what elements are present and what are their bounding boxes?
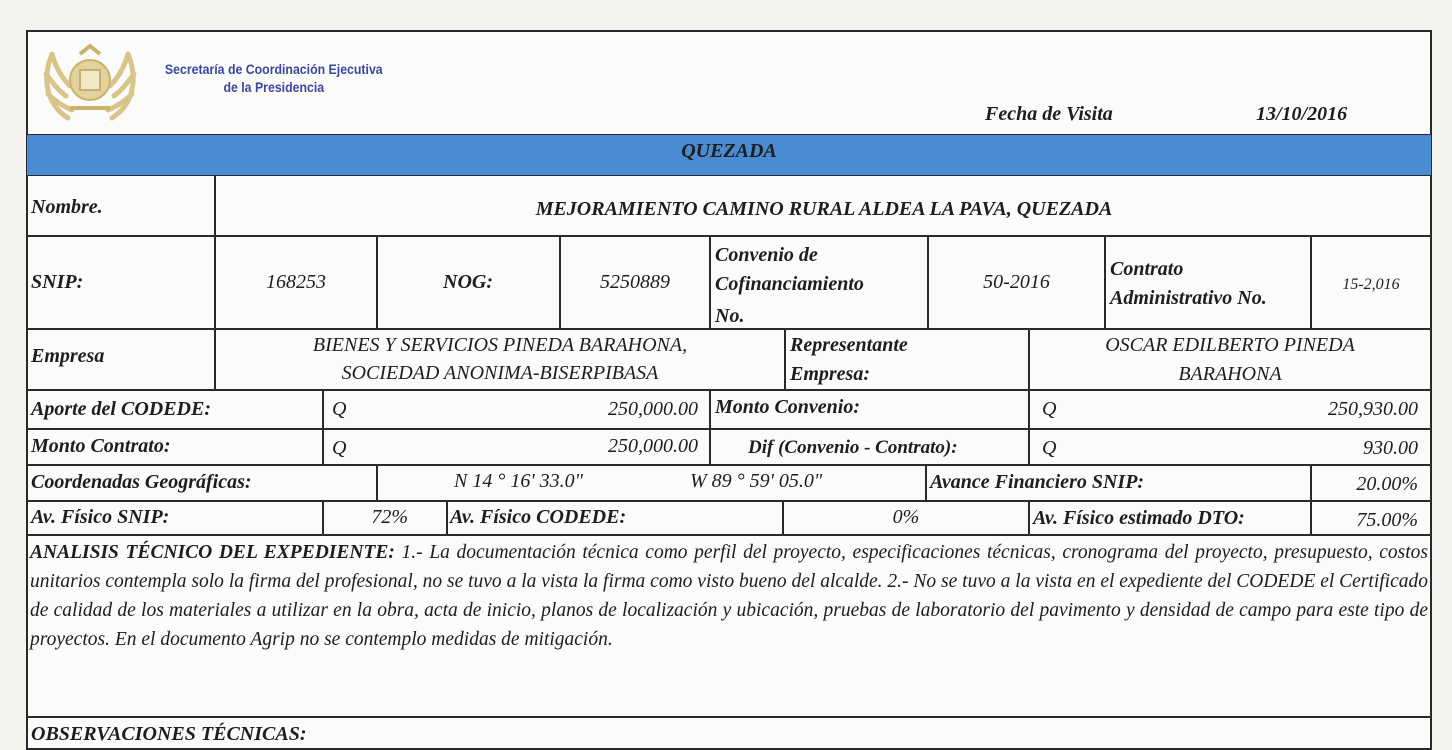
monto-convenio-currency: Q [1042, 398, 1057, 420]
col-divider [1104, 236, 1106, 329]
contrato-label-line2: Administrativo No. [1110, 287, 1267, 309]
municipio-title: QUEZADA [681, 140, 777, 162]
row-divider [27, 716, 1431, 718]
col-divider [376, 465, 378, 501]
coordenadas-label: Coordenadas Geográficas: [31, 471, 252, 493]
col-divider [322, 390, 324, 465]
dif-currency: Q [1042, 437, 1057, 459]
nombre-value: MEJORAMIENTO CAMINO RURAL ALDEA LA PAVA, QUEZADA [535, 198, 1113, 220]
org-line-1: Secretaría de Coordinación Ejecutiva [164, 61, 383, 77]
monto-convenio-value: 250,930.00 [1328, 398, 1418, 420]
monto-contrato-currency: Q [332, 437, 347, 459]
av-fisico-codede-label: Av. Físico CODEDE: [450, 506, 627, 528]
empresa-value-line2: SOCIEDAD ANONIMA-BISERPIBASA [341, 362, 659, 384]
col-divider [709, 390, 711, 465]
monto-contrato-value: 250,000.00 [608, 435, 698, 457]
row-divider [27, 500, 1431, 502]
row-divider [27, 534, 1431, 536]
convenio-label-line2: Cofinanciamiento [715, 273, 864, 295]
av-fisico-snip-label: Av. Físico SNIP: [31, 506, 170, 528]
av-fisico-dto-label: Av. Físico estimado DTO: [1033, 507, 1245, 529]
col-divider [925, 465, 927, 501]
representante-value-line1: OSCAR EDILBERTO PINEDA [1105, 334, 1355, 356]
coordenada-oeste: W 89 ° 59' 05.0" [690, 470, 823, 492]
col-divider [446, 501, 448, 535]
av-fisico-snip-value: 72% [371, 506, 408, 528]
analisis-tecnico-heading: ANALISIS TÉCNICO DEL EXPEDIENTE: [30, 542, 395, 563]
empresa-value-line1: BIENES Y SERVICIOS PINEDA BARAHONA, [312, 334, 688, 356]
convenio-label-line1: Convenio de [715, 244, 818, 266]
row-divider [27, 389, 1431, 391]
representante-value-line2: BARAHONA [1178, 363, 1282, 385]
avance-financiero-label: Avance Financiero SNIP: [930, 471, 1145, 493]
av-fisico-dto-value: 75.00% [1356, 509, 1418, 531]
convenio-value: 50-2016 [983, 271, 1050, 293]
contrato-label-line1: Contrato [1110, 258, 1184, 280]
representante-label-line1: Representante [790, 334, 908, 356]
col-divider [1028, 390, 1030, 465]
snip-label: SNIP: [31, 271, 84, 293]
col-divider [1028, 501, 1030, 535]
aporte-currency: Q [332, 398, 347, 420]
municipio-banner [27, 134, 1431, 176]
nog-label: NOG: [443, 271, 493, 293]
row-divider [27, 464, 1431, 466]
col-divider [784, 329, 786, 390]
convenio-label-line3: No. [715, 305, 745, 327]
monto-convenio-label: Monto Convenio: [715, 396, 861, 418]
aporte-codede-value: 250,000.00 [608, 398, 698, 420]
col-divider [214, 176, 216, 329]
fecha-visita-value: 13/10/2016 [1256, 103, 1348, 125]
snip-value: 168253 [266, 271, 326, 293]
row-divider [27, 328, 1431, 330]
organization-name [155, 60, 393, 96]
avance-financiero-value: 20.00% [1356, 473, 1418, 495]
analisis-tecnico-text: 1.- La documentación técnica como perfil del proyecto, especificaciones técnicas, cronograma del proyecto, presupuesto, costos unitarios contempla solo la firma del profesional, no se tuvo a la vista la firma como visto bueno del alcalde. 2.- No se tuvo a la vista en el expediente del CODEDE el Certificado de calidad de los materiales a utilizar en la obra, acta de inicio, planos de localización y ubicación, pruebas de laboratorio del pavimento y densidad de campo para este tipo de proyectos. En el documento Agrip no se contemplo medidas de mitigación. [30, 542, 1429, 650]
dif-value: 930.00 [1363, 437, 1418, 459]
representante-label-line2: Empresa: [790, 363, 870, 385]
row-divider [27, 235, 1431, 237]
guatemala-coat-of-arms-seal [40, 38, 140, 126]
col-divider [709, 236, 711, 329]
av-fisico-codede-value: 0% [892, 506, 920, 528]
observaciones-heading: OBSERVACIONES TÉCNICAS: [31, 723, 307, 745]
contrato-value: 15-2,016 [1342, 276, 1400, 293]
aporte-codede-label: Aporte del CODEDE: [31, 398, 211, 420]
nog-value: 5250889 [600, 271, 670, 293]
row-divider [27, 428, 1431, 430]
nombre-label: Nombre. [31, 196, 103, 218]
analisis-tecnico-section [30, 538, 1428, 654]
fecha-visita-label: Fecha de Visita [985, 103, 1113, 125]
coordenada-norte: N 14 ° 16' 33.0" [454, 470, 584, 492]
monto-contrato-label: Monto Contrato: [31, 435, 171, 457]
empresa-label: Empresa [31, 345, 105, 367]
dif-convenio-contrato-label: Dif (Convenio - Contrato): [748, 437, 958, 458]
org-line-2: de la Presidencia [223, 79, 325, 95]
